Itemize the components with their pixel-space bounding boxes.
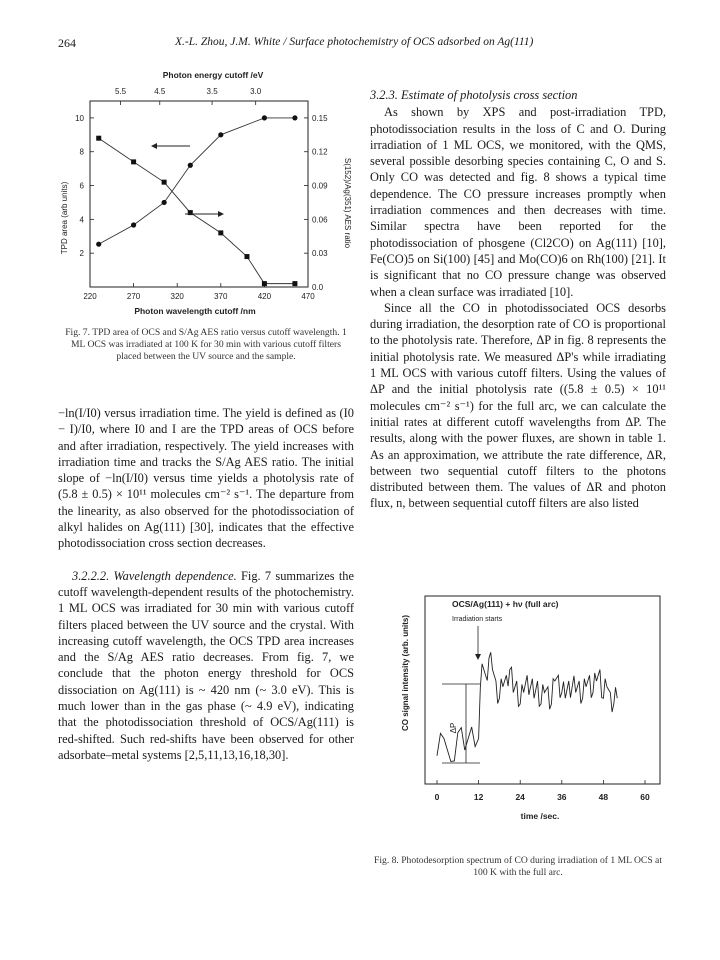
section-heading-wavelength: 3.2.2.2. Wavelength dependence. [72, 568, 237, 583]
fig8-annotation-arrowhead [475, 654, 481, 660]
right-paragraph-2: Since all the CO in photodissociated OCS desorbs during irradiation, the desorption rate of CO is proportional to the photolysis rate. Therefore, ΔP in fig. 8 represents the initial photolysis rate. We measured ΔP's while irradiating 1 ML OCS with various cutoff filters. Using the values of ΔP and the initial photolysis rate ((5.8 ± 0.5) × 10¹¹ molecules cm⁻² s⁻¹) for the full arc, we can calculate the initial rates at different cutoff wavelengths from ΔP. The results, along with the power fluxes, are shown in table 1. As an approximation, we attribute the rate difference, ΔR, between two sequential cutoff filters to the photons distributed between them. The values of ΔR and photon flux, n, between sequential cutoff filters are also listed [370, 300, 666, 511]
fig8-x-tick-label: 12 [473, 792, 484, 802]
fig8-title: OCS/Ag(111) + hν (full arc) [452, 599, 559, 609]
fig7-right-tick-label: 0.09 [312, 181, 328, 191]
fig7-top-tick-label: 4.5 [154, 87, 166, 96]
fig7-right-tick-label: 0.15 [312, 113, 328, 123]
page-number: 264 [58, 36, 76, 50]
fig7-point-aes [96, 242, 101, 247]
fig7-right-tick-label: 0.06 [312, 215, 328, 225]
left-paragraph-2 [58, 568, 354, 764]
fig7-top-tick-label: 3.0 [250, 87, 262, 96]
fig8-x-tick-label: 0 [434, 792, 440, 802]
fig7-bottom-axis-label: Photon wavelength cutoff /nm [134, 306, 256, 316]
fig7-point-aes [292, 115, 297, 120]
fig7-top-tick-label: 3.5 [206, 87, 218, 96]
fig7-right-tick-label: 0.03 [312, 249, 328, 259]
fig7-x-tick-label: 470 [301, 292, 315, 301]
fig7-arrowhead-left [151, 143, 157, 149]
fig7-point-tpd [96, 136, 101, 141]
fig8-delta-label: ΔP [449, 722, 458, 734]
fig7-x-tick-label: 370 [214, 292, 228, 301]
fig7-point-tpd [262, 281, 267, 286]
fig8-x-tick-label: 36 [557, 792, 567, 802]
fig8-x-tick-label: 60 [640, 792, 650, 802]
fig7-point-tpd [292, 281, 297, 286]
fig7-series-line-right [99, 118, 295, 244]
fig8-y-axis-label: CO signal intensity (arb. units) [401, 614, 410, 732]
fig7-point-aes [162, 200, 167, 205]
fig7-point-tpd [131, 159, 136, 164]
fig7-point-aes [188, 163, 193, 168]
fig7-left-tick-label: 10 [75, 113, 84, 123]
fig8-series [437, 652, 617, 761]
left-paragraph-1: −ln(I/I0) versus irradiation time. The yield is defined as (I0 − I)/I0, where I0 and I are the TPD areas of OCS before and after irradiation, respectively. The yield increases with irradiation time and tracks the S/Ag AES ratio. The initial slope of −ln(I/I0) versus time yields a photolysis rate of (5.8 ± 0.5) × 10¹¹ molecules cm⁻² s⁻¹. The departure from the linearity, as also observed for the photodissociation of alkyl halides on Ag(111) [30], indicates that the effective photodissociation cross section decreases. [58, 406, 354, 551]
fig8-ticks [435, 780, 650, 802]
fig7-left-tick-label: 2 [79, 249, 84, 259]
fig7-caption: Fig. 7. TPD area of OCS and S/Ag AES ratio versus cutoff wavelength. 1 ML OCS was irradiated at 100 K for 30 min with various cutoff filters placed between the UV source and the sample. [65, 327, 347, 362]
fig7-bottom-ticks [83, 283, 315, 301]
fig8-x-axis-label: time /sec. [520, 811, 560, 821]
running-title: X.-L. Zhou, J.M. White / Surface photochemistry of OCS adsorbed on Ag(111) [175, 36, 534, 48]
section-heading-cross-section: 3.2.3. Estimate of photolysis cross section [370, 88, 578, 102]
fig7-arrowhead-right [218, 211, 224, 217]
fig8-x-tick-label: 24 [515, 792, 525, 802]
fig8-x-tick-label: 48 [598, 792, 609, 802]
fig7-right-axis-label: S(152)/Ag(351) AES ratio [343, 157, 352, 249]
fig8-series-line [437, 652, 617, 761]
fig8-caption: Fig. 8. Photodesorption spectrum of CO during irradiation of 1 ML OCS at 100 K with the full arc. [374, 855, 662, 878]
right-column [370, 87, 666, 512]
fig7-top-tick-label: 5.5 [114, 87, 127, 96]
fig7-point-aes [218, 132, 223, 137]
fig7-point-tpd [218, 230, 223, 235]
fig7-frame [90, 101, 308, 287]
fig7-left-axis-label: TPD area (arb units) [60, 181, 69, 255]
fig7-right-tick-label: 0.12 [312, 147, 328, 157]
fig7-x-tick-label: 270 [126, 292, 141, 301]
fig7-top-ticks [115, 87, 262, 105]
fig7-point-aes [262, 115, 267, 120]
right-paragraph-1: As shown by XPS and post-irradiation TPD, photodissociation results in the loss of C and O. During irradiation of 1 ML OCS, we monitored, with the QMS, several possible desorbing species containing C, O and S. Only CO was detected and fig. 8 shows a typical time dependence. The CO pressure increases promptly when irradiation commences and then decreases with time. Similar spectra have been reported for the photodissociation of phosgene (Cl2CO) on Ag(111) [10], Fe(CO)5 on Si(100) [45] and Mo(CO)6 on Rh(100) [21]. It is significant that no CO pressure change was observed when a clean surface was irradiated [10]. [370, 105, 666, 299]
fig7-point-tpd [244, 254, 249, 259]
fig7-right-tick-label: 0.0 [312, 283, 324, 292]
fig7-left-tick-label: 6 [79, 181, 84, 191]
figure-7 [55, 68, 355, 320]
fig8-annotation: Irradiation starts [452, 616, 503, 623]
fig7-series-line-left [99, 138, 295, 283]
fig7-series [96, 115, 297, 286]
fig7-left-ticks [75, 114, 94, 258]
fig7-point-aes [131, 222, 136, 227]
left-column [58, 405, 354, 763]
fig7-left-tick-label: 8 [79, 147, 84, 157]
fig7-x-tick-label: 220 [83, 292, 97, 301]
figure-8 [390, 588, 670, 826]
fig7-point-tpd [162, 180, 167, 185]
left-paragraph-2-text: Fig. 7 summarizes the cutoff wavelength-dependent results of the photochemistry. 1 ML OCS was irradiated for 30 min with various cutoff filters placed between the UV source and the crystal. With increasing cutoff wavelength, the OCS TPD area increases and the S/Ag AES ratio decreases. From fig. 7, we conclude that the photon energy threshold for OCS dissociation on Ag(111) is ~ 420 nm (~ 3.0 eV). This is much lower than in the gas phase (~ 4.9 eV), indicating that the photodissociation threshold of OCS/Ag(111) is red-shifted. Such red-shifts have been observed for other adsorbate–metal systems [2,5,11,13,16,18,30]. [58, 568, 354, 762]
fig7-x-tick-label: 320 [170, 292, 184, 301]
fig7-top-axis-label: Photon energy cutoff /eV [162, 70, 264, 80]
fig7-x-tick-label: 420 [257, 292, 272, 301]
fig7-left-tick-label: 4 [79, 215, 84, 225]
